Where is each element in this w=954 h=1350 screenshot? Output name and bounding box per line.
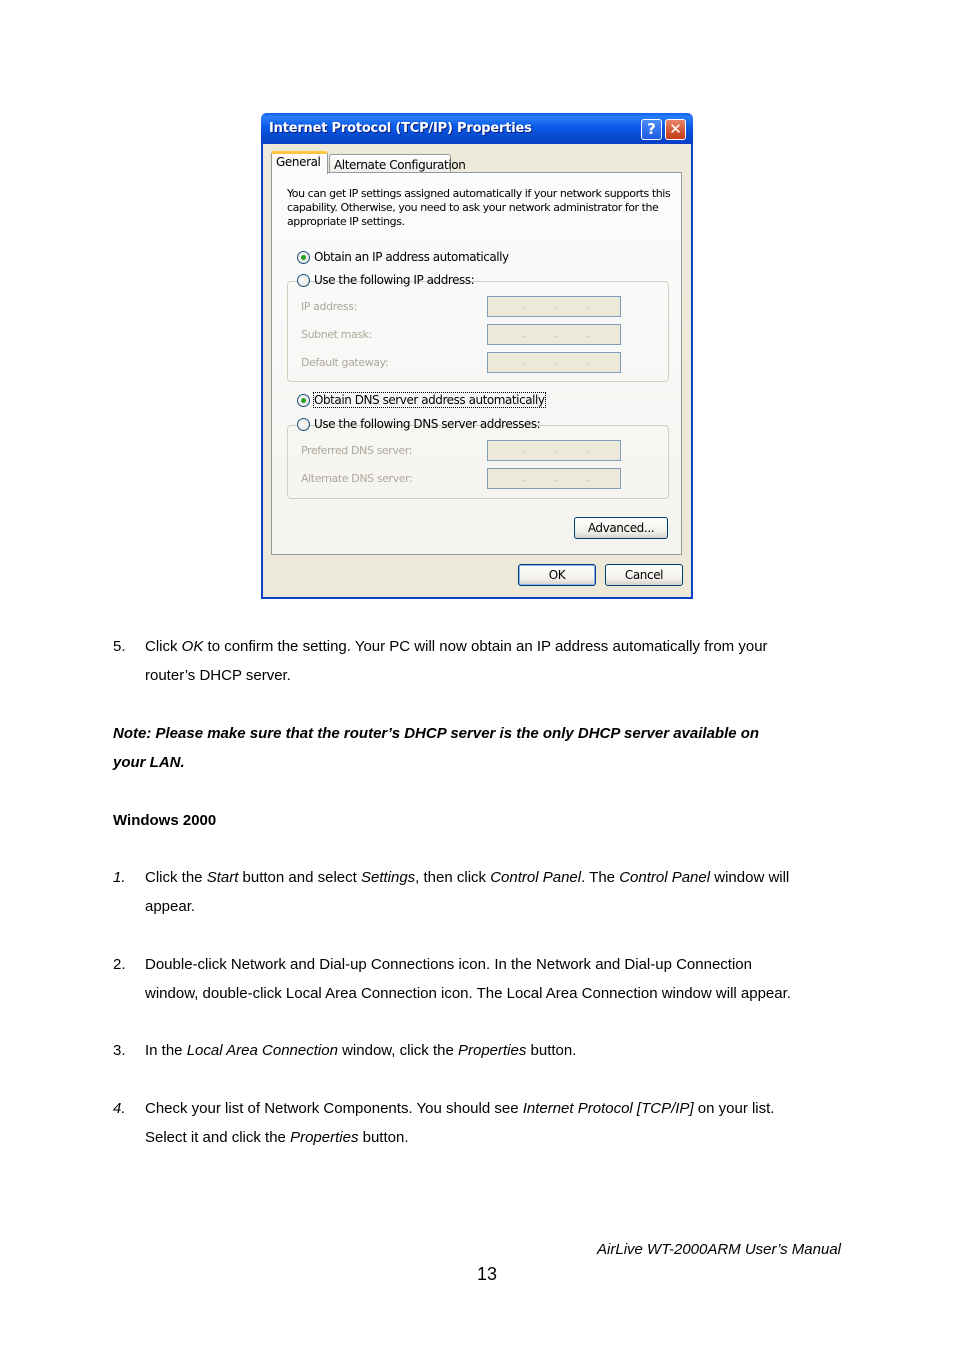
close-icon[interactable]: ✕ <box>665 119 686 140</box>
radio-label: Obtain an IP address automatically <box>314 250 509 264</box>
radio-unselected-icon[interactable] <box>297 274 310 287</box>
tab-general[interactable]: General <box>271 151 328 174</box>
step-number: 5. <box>113 638 126 655</box>
tcpip-properties-dialog <box>261 113 693 599</box>
help-icon[interactable]: ? <box>641 119 662 140</box>
step-2-text: Double-click Network and Dial-up Connections icon. In the Network and Dial-up Connection window, double-click Local Area Connection icon. The Local Area Connection window will appear. <box>145 956 791 1002</box>
radio-use-following-dns[interactable] <box>297 417 541 433</box>
page-number: 13 <box>476 1264 498 1284</box>
step-number: 2. <box>113 956 126 973</box>
radio-selected-icon[interactable] <box>297 394 310 407</box>
step-1-text: Click the Start button and select Settings, then click Control Panel. The Control Panel window will appear. <box>145 869 790 915</box>
ok-button[interactable]: OK <box>518 564 596 586</box>
alternate-dns-label: Alternate DNS server: <box>301 472 413 485</box>
general-tab-panel <box>271 172 682 555</box>
step-3-text: In the Local Area Connection window, click the Properties button. <box>145 1042 577 1059</box>
step-number: 4. <box>113 1100 126 1117</box>
subnet-mask-label: Subnet mask: <box>301 328 372 341</box>
default-gateway-label: Default gateway: <box>301 356 389 369</box>
manual-title-footer: AirLive WT-2000ARM User’s Manual <box>597 1241 841 1258</box>
radio-label: Obtain DNS server address automatically <box>314 393 545 407</box>
dhcp-note: Note: Please make sure that the router’s DHCP server is the only DHCP server available on your LAN. <box>113 725 760 771</box>
preferred-dns-field[interactable]: . . . <box>487 440 621 461</box>
alternate-dns-field[interactable]: . . . <box>487 468 621 489</box>
section-heading: Windows 2000 <box>113 812 217 829</box>
cancel-button[interactable]: Cancel <box>605 564 683 586</box>
subnet-mask-field[interactable]: . . . <box>487 324 621 345</box>
step-4-text: Check your list of Network Components. You should see Internet Protocol [TCP/IP] on your list. Select it and click the Properties button. <box>145 1100 775 1146</box>
dialog-title: Internet Protocol (TCP/IP) Properties <box>269 121 532 136</box>
radio-label: Use the following IP address: <box>314 273 475 287</box>
intro-text: You can get IP settings assigned automatically if your network supports this capability. Otherwise, you need to ask your network administrator for the appropriate IP settings. <box>287 187 671 228</box>
radio-selected-icon[interactable] <box>297 251 310 264</box>
step-5-text: Click OK to confirm the setting. Your PC will now obtain an IP address automatically from your router’s DHCP server. <box>145 638 768 684</box>
radio-use-following-ip[interactable] <box>297 273 475 289</box>
ip-address-label: IP address: <box>301 300 357 313</box>
preferred-dns-label: Preferred DNS server: <box>301 444 413 457</box>
step-number: 1. <box>113 869 126 886</box>
tab-alternate-configuration[interactable]: Alternate Configuration <box>329 154 451 175</box>
radio-label: Use the following DNS server addresses: <box>314 417 541 431</box>
dialog-title-bar[interactable] <box>261 113 693 144</box>
step-number: 3. <box>113 1042 126 1059</box>
radio-unselected-icon[interactable] <box>297 418 310 431</box>
advanced-button[interactable]: Advanced... <box>574 517 668 539</box>
default-gateway-field[interactable]: . . . <box>487 352 621 373</box>
ip-address-field[interactable]: . . . <box>487 296 621 317</box>
